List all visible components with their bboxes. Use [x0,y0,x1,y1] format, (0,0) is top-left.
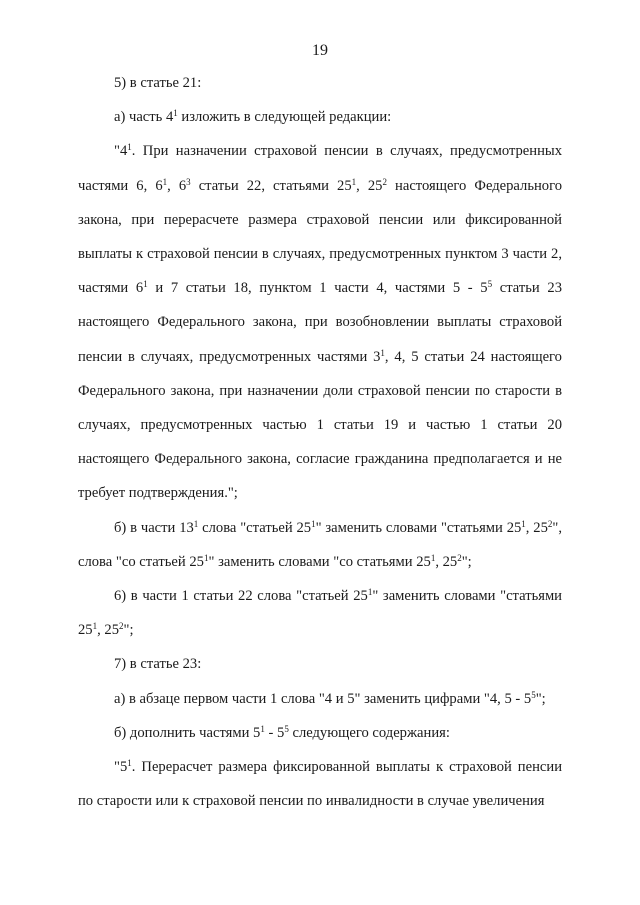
superscript-index: 2 [118,621,124,632]
text-run: "5 [114,759,128,776]
text-run: , 4, 5 статьи 24 настоящего Федерального закона, при назначении доли страховой пенсии по старости в случаях, предусмотренных частью 1 статьи 19 и частью 1 статьи 20 настоящего Федерального закона, согласие гражданина предполагается и не требует подтверждения."; [78,348,562,502]
superscript-index: 3 [186,176,191,187]
superscript-index: 1 [311,518,316,529]
superscript-index: 1 [143,279,148,290]
superscript-index: 1 [173,108,178,119]
superscript-index: 2 [547,518,553,529]
superscript-index: 5 [531,689,536,700]
superscript-index: 1 [92,621,98,632]
superscript-index: 2 [457,552,462,563]
superscript-index: 1 [367,587,373,598]
superscript-index: 1 [351,176,357,187]
paragraph-article-21-heading [78,66,562,100]
text-run: а) часть 4 [114,109,174,126]
text-run: статьи 23 настоящего Федерального закона, при возобновлении выплаты страховой пенсии в случаях, предусмотренных частями 3 [78,280,562,365]
paragraph-article-22 [78,579,562,647]
text-run: "; [535,690,546,707]
superscript-index: 5 [487,279,493,290]
text-run: настоящего Федерального закона, при перерасчете размера страховой пенсии или фиксированной выплаты к страховой пенсии в случаях, предусмотренных пунктом 3 части 2, частями 6 [78,177,563,297]
text-run: изложить в следующей редакции: [177,109,392,126]
text-run: , 25 [525,519,548,536]
text-run: . При назначении страховой пенсии в случаях, предусмотренных частями 6, 6 [78,143,562,194]
text-run: статьи 22, статьями 25 [190,177,352,194]
text-run: . Перерасчет размера фиксированной выплаты к страховой пенсии по старости или к страховой пенсии по инвалидности в случае увеличения [78,759,562,810]
text-run: слова "статьей 25 [198,519,312,536]
paragraph-23b [78,716,562,750]
text-run: 7) в статье 23: [114,656,202,673]
page-number: 19 [312,42,328,59]
text-run: а) в абзаце первом части 1 слова "4 и 5" заменить цифрами "4, 5 - 5 [114,690,532,707]
document-body [78,66,562,818]
paragraph-part-5-1-text [78,750,562,818]
paragraph-21a [78,100,562,134]
paragraph-article-23-heading [78,647,562,681]
paragraph-21b [78,511,562,579]
superscript-index: 1 [162,176,168,187]
superscript-index: 2 [382,176,387,187]
text-run: "; [461,553,472,570]
paragraph-23a [78,682,562,716]
text-run: - 5 [264,724,285,741]
superscript-index: 5 [284,723,289,734]
text-run: " заменить словами "со статьями 25 [208,553,431,570]
text-run: "4 [114,143,128,160]
text-run: , 25 [97,622,119,639]
text-run: , 25 [356,177,383,194]
superscript-index: 1 [193,518,199,529]
text-run: б) дополнить частями 5 [114,724,261,741]
paragraph-part-4-1-text [78,134,562,510]
superscript-index: 1 [127,758,132,769]
text-run: 5) в статье 21: [114,75,202,91]
text-run: " заменить словами "статьями 25 [78,588,562,639]
text-run: б) в части 13 [114,519,194,536]
text-run: , 25 [435,553,458,570]
text-run: и 7 статьи 18, пунктом 1 части 4, частями 5 - 5 [147,280,488,297]
text-run: " заменить словами "статьями 25 [315,519,522,536]
text-run: , 6 [167,177,187,194]
superscript-index: 1 [521,518,526,529]
superscript-index: 1 [260,723,265,734]
text-run: 6) в части 1 статьи 22 слова "статьей 25 [114,588,368,605]
text-run: ", слова "со статьей 25 [78,519,562,570]
superscript-index: 1 [203,552,209,563]
text-run: "; [123,622,134,639]
text-run: следующего содержания: [288,724,450,741]
superscript-index: 1 [127,142,132,153]
superscript-index: 1 [430,552,436,563]
superscript-index: 1 [380,347,385,358]
